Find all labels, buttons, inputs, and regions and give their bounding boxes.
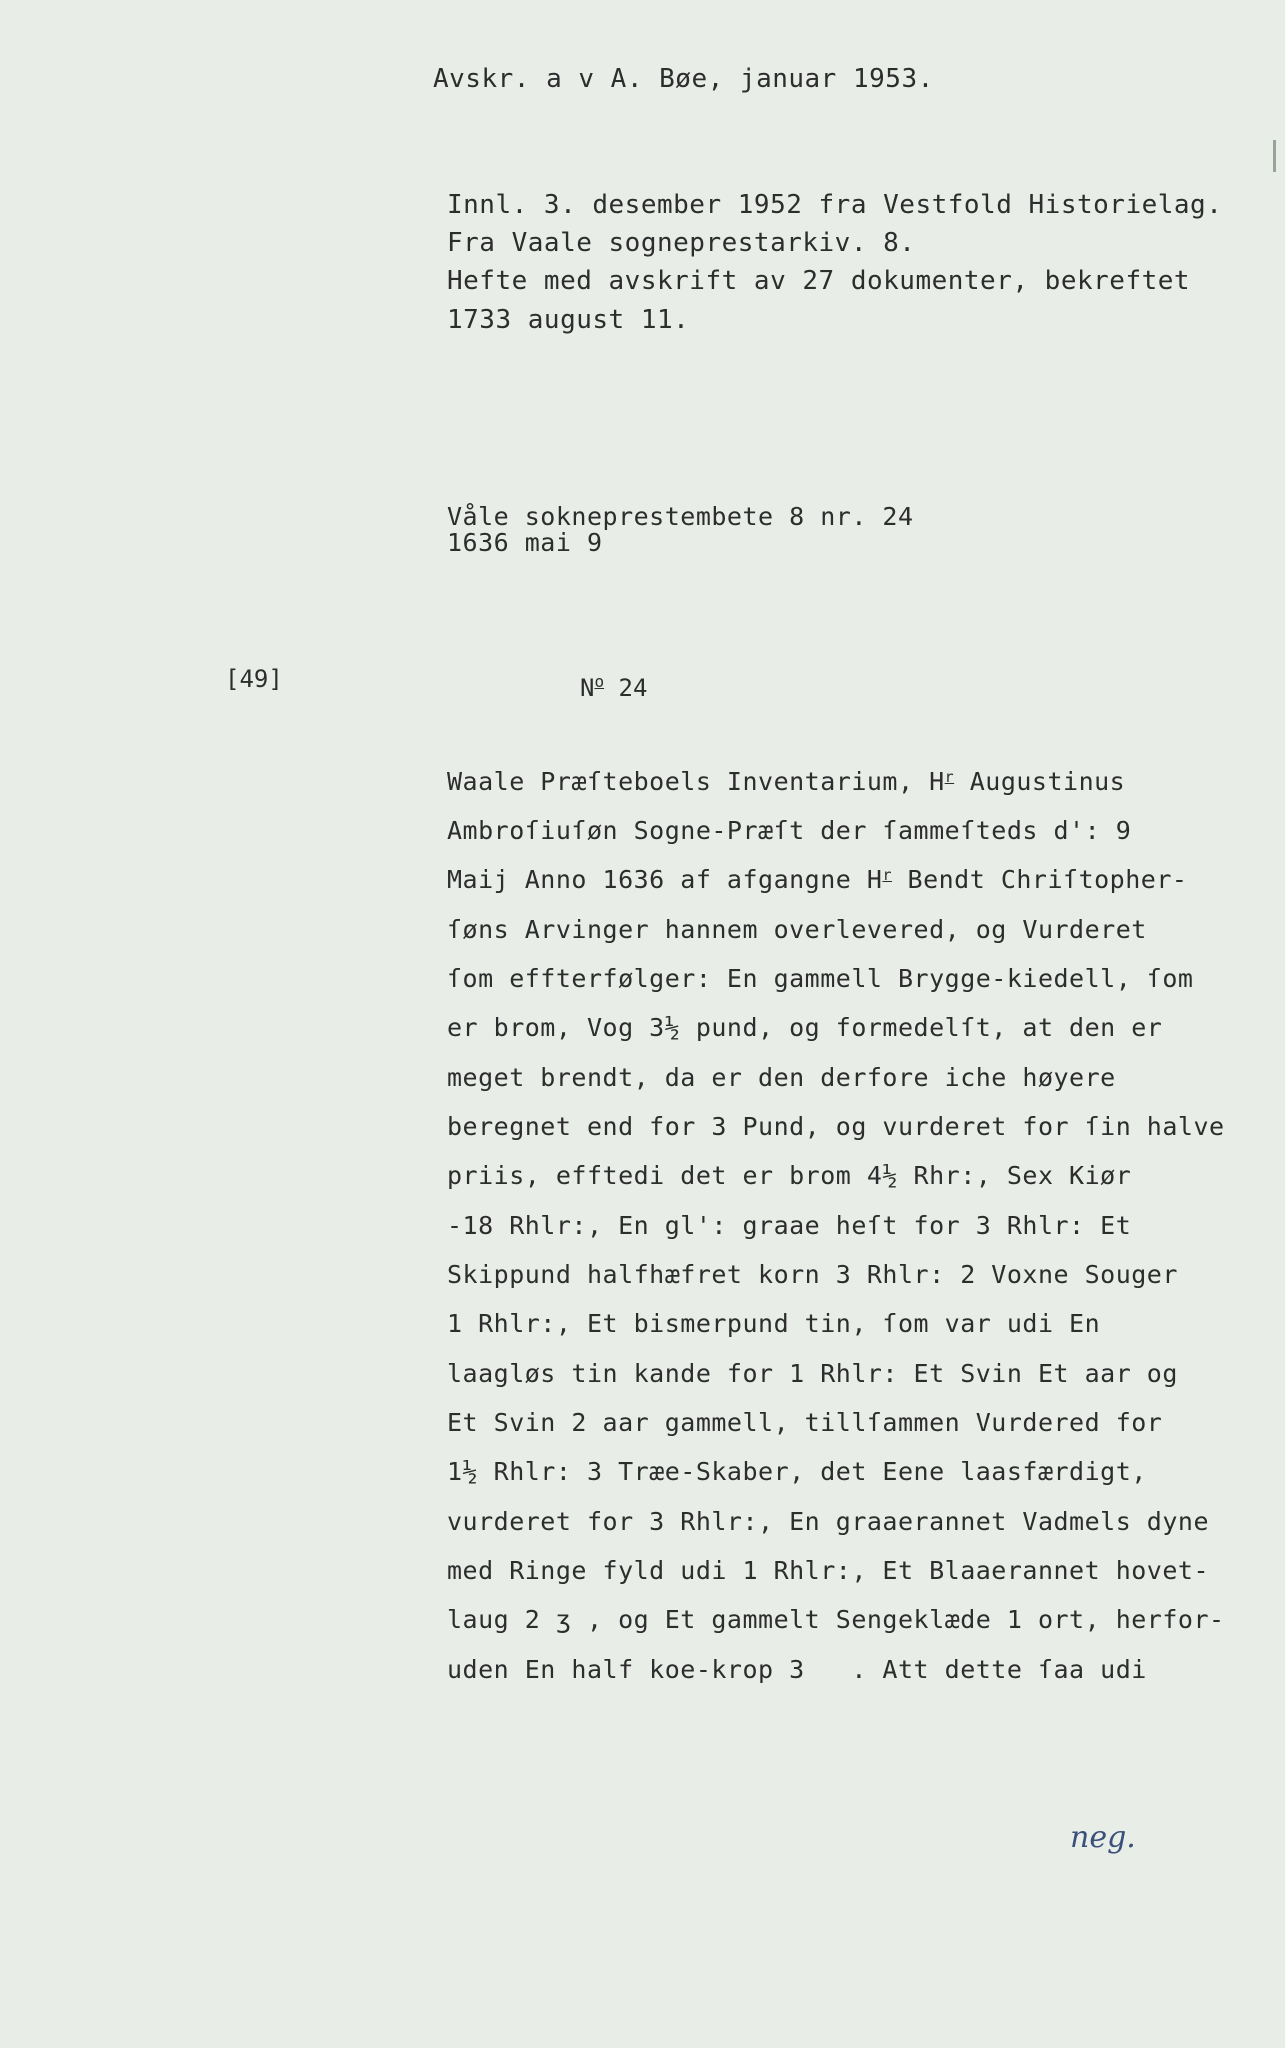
body-line: laagløs tin kande for 1 Rhlr: Et Svin Et aar og <box>447 1359 1178 1388</box>
body-line: ſøns Arvinger hannem overlevered, og Vurderet <box>447 915 1147 944</box>
page-reference: [49] <box>225 665 283 693</box>
number-value: 24 <box>618 674 648 702</box>
source-line: 1733 august 11. <box>447 305 690 335</box>
body-line: -18 Rhlr:, En gl': graae heſt for 3 Rhlr: Et <box>447 1211 1132 1240</box>
body-line: beregnet end for 3 Pund, og vurderet for ſin halve <box>447 1112 1225 1141</box>
number-superscript: o <box>594 672 605 691</box>
body-line: Skippund halfhæfret korn 3 Rhlr: 2 Voxne Souger <box>447 1260 1178 1289</box>
archive-reference: Våle sokneprestembete 8 nr. 24 <box>447 502 914 531</box>
body-line: 1½ Rhlr: 3 Træe-Skaber, det Eene laasfærdigt, <box>447 1457 1147 1486</box>
source-line: Hefte med avskrift av 27 dokumenter, bekreftet <box>447 266 1191 296</box>
source-line: Innl. 3. desember 1952 fra Vestfold Historielag. <box>447 190 1223 220</box>
body-line: priis, efftedi det er brom 4½ Rhr:, Sex Kiør <box>447 1161 1132 1190</box>
handwritten-annotation: neg. <box>1070 1820 1136 1855</box>
body-line: meget brendt, da er den derfore iche høyere <box>447 1063 1116 1092</box>
entry-date: 1636 mai 9 <box>447 528 603 557</box>
body-line: Waale Præſteboels Inventarium, $H^r$ Augustinus <box>447 767 1126 796</box>
body-line: Et Svin 2 aar gammell, tillſammen Vurdered for <box>447 1408 1163 1437</box>
body-line: Ambroſiuſøn Sogne-Præſt der ſammeſteds d': 9 <box>447 816 1132 845</box>
body-line: med Ringe fyld udi 1 Rhlr:, Et Blaaerannet hovet- <box>447 1556 1210 1585</box>
body-line: ſom effterfølger: En gammell Brygge-kiedell, ſom <box>447 964 1194 993</box>
document-number <box>580 672 647 702</box>
body-line: 1 Rhlr:, Et bismerpund tin, ſom var udi En <box>447 1309 1101 1338</box>
body-line: Maij Anno 1636 af afgangne $H^r$ Bendt Chriſtopher- <box>447 865 1188 894</box>
number-prefix: N <box>580 674 595 702</box>
transcription-note: Avskr. a v A. Bøe, januar 1953. <box>433 64 934 94</box>
body-line: laug 2 ʒ , og Et gammelt Sengeklæde 1 ort, herfor- <box>447 1605 1225 1634</box>
source-line: Fra Vaale sogneprestarkiv. 8. <box>447 228 916 258</box>
body-line: uden En half koe-krop 3 . Att dette ſaa udi <box>447 1655 1147 1684</box>
body-line: vurderet for 3 Rhlr:, En graaerannet Vadmels dyne <box>447 1507 1210 1536</box>
body-line: er brom, Vog 3½ pund, og formedelſt, at den er <box>447 1013 1163 1042</box>
edge-mark <box>1273 140 1276 172</box>
